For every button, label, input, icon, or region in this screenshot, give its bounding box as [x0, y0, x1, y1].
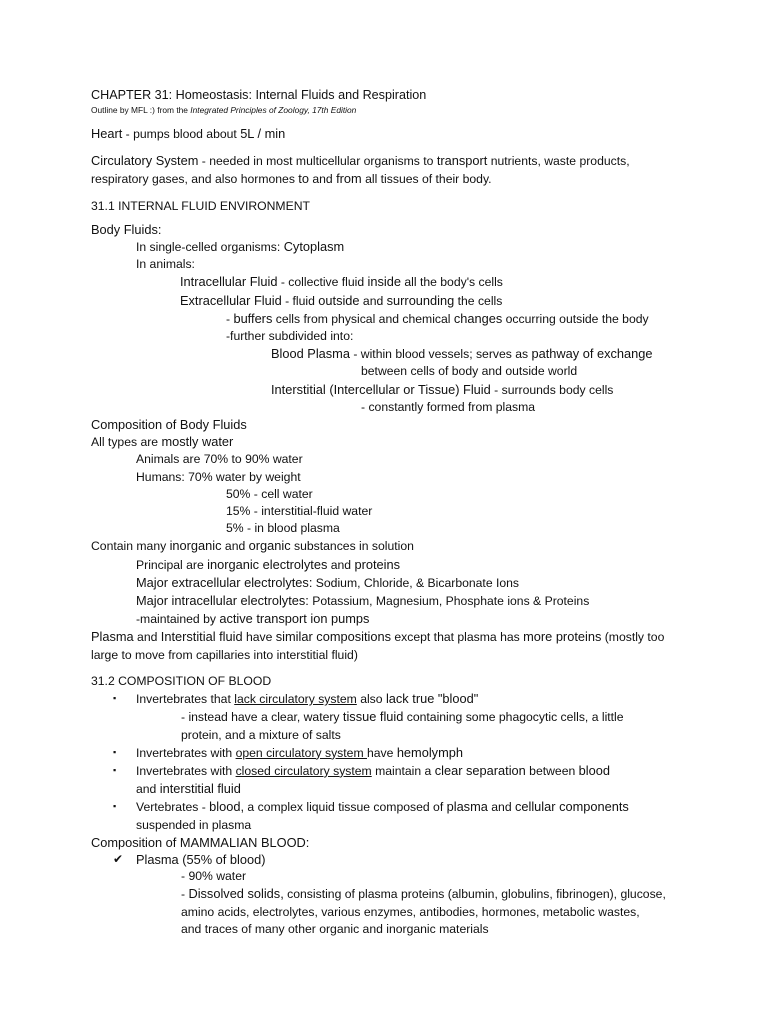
circulatory-term: Circulatory System	[91, 153, 199, 169]
in-animals-line: In animals:	[136, 257, 195, 272]
section-heading-31-2: 31.2 COMPOSITION OF BLOOD	[91, 673, 272, 688]
circulatory-line-2: respiratory gases, and also hormones to and from all tissues of their body.	[91, 171, 492, 187]
dissolved-solids-line-3: and traces of many other organic and inorganic materials	[181, 921, 489, 936]
animals-water-line: Animals are 70% to 90% water	[136, 452, 303, 467]
bullet-vertebrates: ▪ Vertebrates - blood, a complex liquid tissue composed of plasma and cellular components suspended in plasma	[113, 799, 629, 832]
plasma-water-line: - 90% water	[181, 869, 247, 884]
checkmark-icon: ✔	[113, 851, 124, 866]
square-bullet-icon: ▪	[113, 801, 117, 812]
blood-plasma-line-2: between cells of body and outside world	[361, 364, 578, 379]
extracellular-line: Extracellular Fluid - fluid outside and surrounding the cells	[180, 292, 503, 308]
all-types-line: All types are mostly water	[91, 434, 234, 450]
credit-book: Integrated Principles of Zoology, 17th Edition	[190, 105, 357, 115]
composition-heading: Composition of Body Fluids	[91, 417, 247, 433]
heart-value: 5L / min	[240, 126, 286, 141]
chapter-title: CHAPTER 31: Homeostasis: Internal Fluids and Respiration	[91, 88, 427, 102]
circulatory-line-1: Circulatory System - needed in most multicellular organisms to transport nutrients, waste products,	[91, 153, 630, 169]
dissolved-solids-line: - Dissolved solids, consisting of plasma proteins (albumin, globulins, fibrinogen), glucose,	[181, 886, 666, 902]
plasma-interstitial-line: Plasma and Interstitial fluid have similar compositions except that plasma has more proteins (mostly too	[91, 629, 665, 645]
substances-line: Contain many inorganic and organic substances in solution	[91, 538, 414, 554]
buffers-line: - buffers cells from physical and chemical changes occurring outside the body	[226, 310, 649, 326]
dissolved-solids-line-2: amino acids, electrolytes, various enzymes, antibodies, hormones, metabolic wastes,	[181, 904, 640, 919]
plasma-interstitial-line-2: large to move from capillaries into interstitial fluid)	[91, 647, 358, 662]
blood-plasma-water-line: 5% - in blood plasma	[226, 521, 340, 536]
credit-prefix: Outline by MFL :) from the	[91, 105, 191, 115]
bullet-closed-circulatory: ▪ Invertebrates with closed circulatory system maintain a clear separation between blood and interstitial fluid	[113, 762, 610, 797]
outline-credit	[91, 104, 728, 116]
principal-line: Principal are inorganic electrolytes and proteins	[136, 556, 400, 572]
single-celled-line: In single-celled organisms: Cytoplasm	[136, 239, 345, 255]
mammalian-heading: Composition of MAMMALIAN BLOOD:	[91, 834, 310, 850]
body-fluids-heading: Body Fluids:	[91, 221, 162, 237]
extracellular-electrolytes-line: Major extracellular electrolytes: Sodium, Chloride, & Bicarbonate Ions	[136, 574, 520, 590]
intracellular-electrolytes-line: Major intracellular electrolytes: Potassium, Magnesium, Phosphate ions & Proteins	[136, 593, 590, 609]
cell-water-line: 50% - cell water	[226, 486, 313, 501]
check-plasma	[91, 851, 728, 938]
bullet-open-circulatory: ▪ Invertebrates with open circulatory system have hemolymph	[113, 744, 463, 760]
heart-term: Heart	[91, 126, 123, 141]
humans-water-line: Humans: 70% water by weight	[136, 469, 301, 484]
plasma-percent-term: Plasma (55% of blood)	[136, 851, 266, 867]
square-bullet-icon: ▪	[113, 764, 117, 775]
heart-line: Heart - pumps blood about 5L / min	[91, 126, 286, 141]
interstitial-line: Interstitial (Intercellular or Tissue) Fluid - surrounds body cells	[271, 381, 614, 397]
subdivided-line: -further subdivided into:	[226, 329, 354, 344]
blood-plasma-line: Blood Plasma - within blood vessels; serves as pathway of exchange	[271, 346, 653, 362]
bullet-invertebrates-lack: ▪ Invertebrates that lack circulatory system also lack true "blood" - instead have a clear, watery tissue fluid containing some phagocytic cells, a little protein, and a mixture of salts	[113, 691, 624, 742]
ion-pumps-line: -maintained by active transport ion pumps	[136, 611, 370, 627]
square-bullet-icon: ▪	[113, 693, 117, 704]
intracellular-line: Intracellular Fluid - collective fluid inside all the body's cells	[180, 274, 503, 290]
section-heading-31-1: 31.1 INTERNAL FLUID ENVIRONMENT	[91, 198, 310, 213]
interstitial-water-line: 15% - interstitial-fluid water	[226, 504, 373, 519]
square-bullet-icon: ▪	[113, 746, 117, 757]
interstitial-line-2: - constantly formed from plasma	[361, 399, 536, 414]
